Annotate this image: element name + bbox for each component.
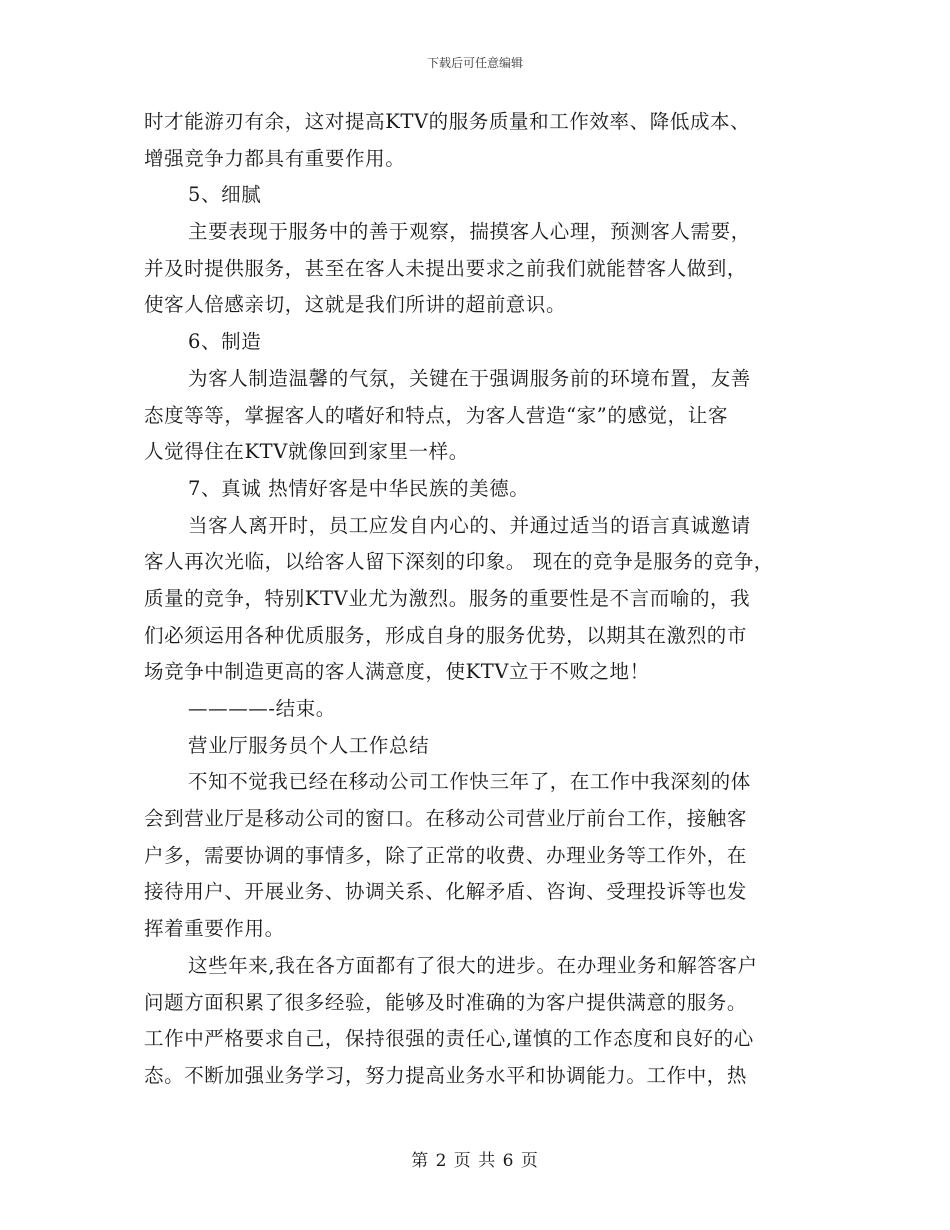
text-line: 并及时提供服务，甚至在客人未提出要求之前我们就能替客人做到，: [144, 256, 748, 280]
text-line: 营业厅服务员个人工作总结: [188, 733, 430, 757]
text-line: 们必须运用各种优质服务，形成自身的服务优势，以期其在激烈的市: [144, 623, 748, 647]
text-line: 7、真诚 热情好客是中华民族的美德。: [188, 476, 530, 500]
page-header-note: 下载后可任意编辑: [426, 56, 523, 70]
text-line: 工作中严格要求自己，保持很强的责任心,谨慎的工作态度和良好的心: [144, 1027, 754, 1051]
text-line: 5、细腻: [188, 183, 262, 207]
text-line: 态。不断加强业务学习，努力提高业务水平和协调能力。工作中，热: [144, 1063, 748, 1087]
text-line: 这些年来,我在各方面都有了很大的进步。在办理业务和解答客户: [188, 953, 758, 977]
text-line: 使客人倍感亲切，这就是我们所讲的超前意识。: [144, 293, 567, 317]
document-body: [144, 104, 814, 1095]
text-line: 挥着重要作用。: [144, 917, 285, 941]
text-line: 客人再次光临，以给客人留下深刻的印象。 现在的竞争是服务的竞争，: [144, 550, 774, 574]
text-line: 增强竞争力都具有重要作用。: [144, 146, 406, 170]
text-line: 接待用户、开展业务、协调关系、化解矛盾、咨询、受理投诉等也发: [144, 880, 748, 904]
text-line: 态度等等，掌握客人的嗜好和特点，为客人营造“家”的感觉，让客: [144, 403, 728, 427]
text-line: 主要表现于服务中的善于观察，揣摸客人心理，预测客人需要，: [188, 220, 751, 244]
text-line: 人觉得住在KTV就像回到家里一样。: [144, 440, 469, 464]
text-line: 当客人离开时，员工应发自内心的、并通过适当的语言真诚邀请: [188, 513, 751, 537]
text-line: ————-结束。: [188, 697, 336, 720]
text-line: 质量的竞争，特别KTV业尤为激烈。服务的重要性是不言而喻的，我: [144, 586, 751, 610]
text-line: 场竞争中制造更高的客人满意度，使KTV立于不败之地！: [144, 660, 650, 684]
text-line: 户多，需要协调的事情多，除了正常的收费、办理业务等工作外，在: [144, 843, 748, 867]
text-line: 不知不觉我已经在移动公司工作快三年了，在工作中我深刻的体: [188, 770, 751, 794]
text-line: 会到营业厅是移动公司的窗口。在移动公司营业厅前台工作，接触客: [144, 807, 748, 831]
text-line: 为客人制造温馨的气氛，关键在于强调服务前的环境布置，友善: [188, 366, 751, 390]
page-number: 第 2 页 共 6 页: [411, 1151, 539, 1171]
text-line: 6、制造: [188, 330, 262, 354]
text-line: 时才能游刃有余，这对提高KTV的服务质量和工作效率、降低成本、: [144, 110, 751, 133]
text-line: 问题方面积累了很多经验，能够及时准确的为客户提供满意的服务。: [144, 990, 748, 1014]
